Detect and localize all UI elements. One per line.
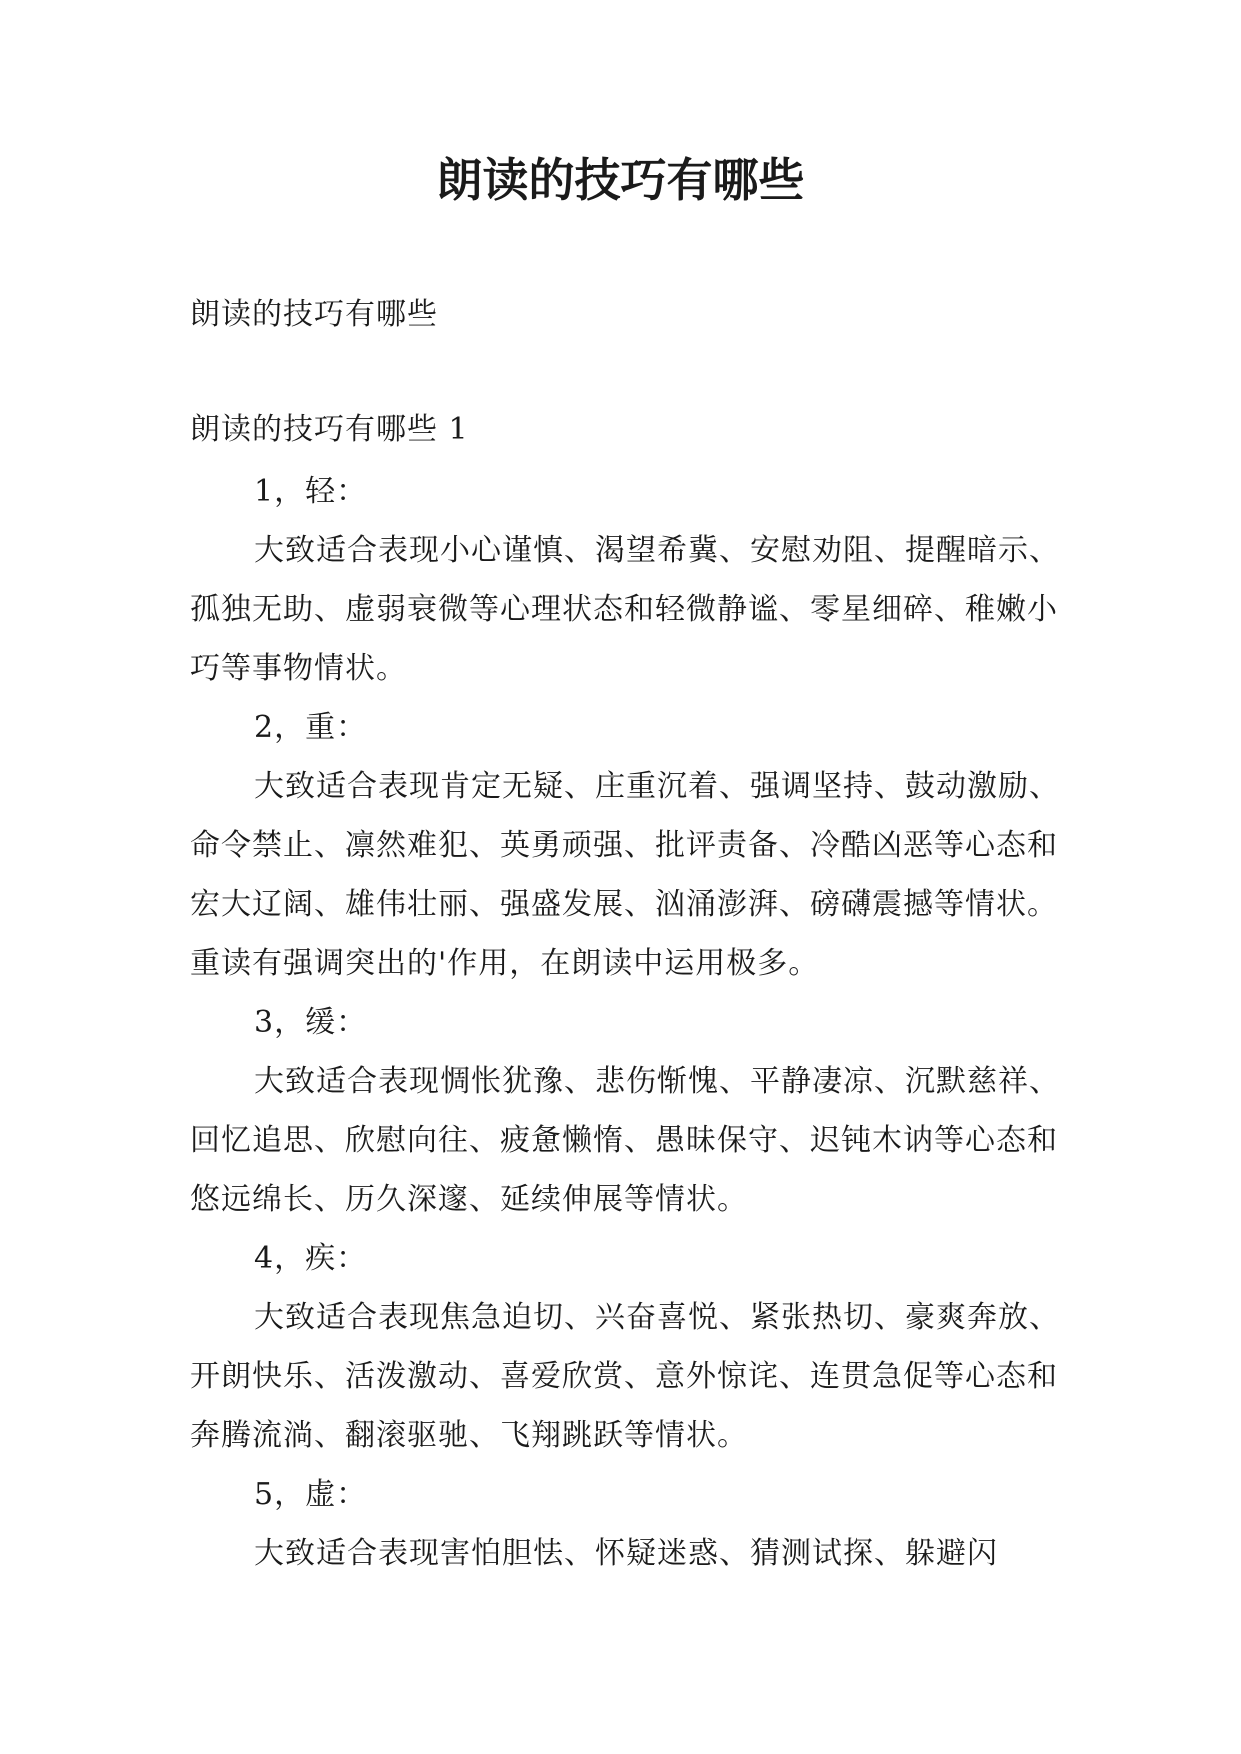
item-heading: 3，缓： [254,1005,368,1040]
item-heading: 1，轻： [254,474,368,509]
item-description: 大致适合表现惆怅犹豫、悲伤惭愧、平静凄凉、沉默慈祥、回忆追思、欣慰向往、疲惫懒惰、愚昧保守、迟钝木讷等心态和悠远绵长、历久深邃、延续伸展等情状。 [190,1064,1060,1217]
item-heading: 2，重： [254,710,368,745]
item-heading: 5，虚： [254,1477,368,1512]
document-body [190,462,1070,1583]
document-subtitle: 朗读的技巧有哪些 [190,297,438,332]
item-description: 大致适合表现焦急迫切、兴奋喜悦、紧张热切、豪爽奔放、开朗快乐、活泼激动、喜爱欣赏、意外惊诧、连贯急促等心态和奔腾流淌、翻滚驱驰、飞翔跳跃等情状。 [190,1300,1060,1453]
item-description: 大致适合表现害怕胆怯、怀疑迷惑、猜测试探、躲避闪 [254,1536,998,1571]
item-heading: 4，疾： [254,1241,368,1276]
item-description: 大致适合表现肯定无疑、庄重沉着、强调坚持、鼓动激励、命令禁止、凛然难犯、英勇顽强、批评责备、冷酷凶恶等心态和宏大辽阔、雄伟壮丽、强盛发展、汹涌澎湃、磅礴震撼等情状。重读有强调突出的'作用，在朗读中运用极多。 [190,769,1060,981]
document-title: 朗读的技巧有哪些 [436,153,805,207]
item-description: 大致适合表现小心谨慎、渴望希冀、安慰劝阻、提醒暗示、孤独无助、虚弱衰微等心理状态和轻微静谧、零星细碎、稚嫩小巧等事物情状。 [190,533,1060,686]
section-heading: 朗读的技巧有哪些 1 [190,412,469,447]
